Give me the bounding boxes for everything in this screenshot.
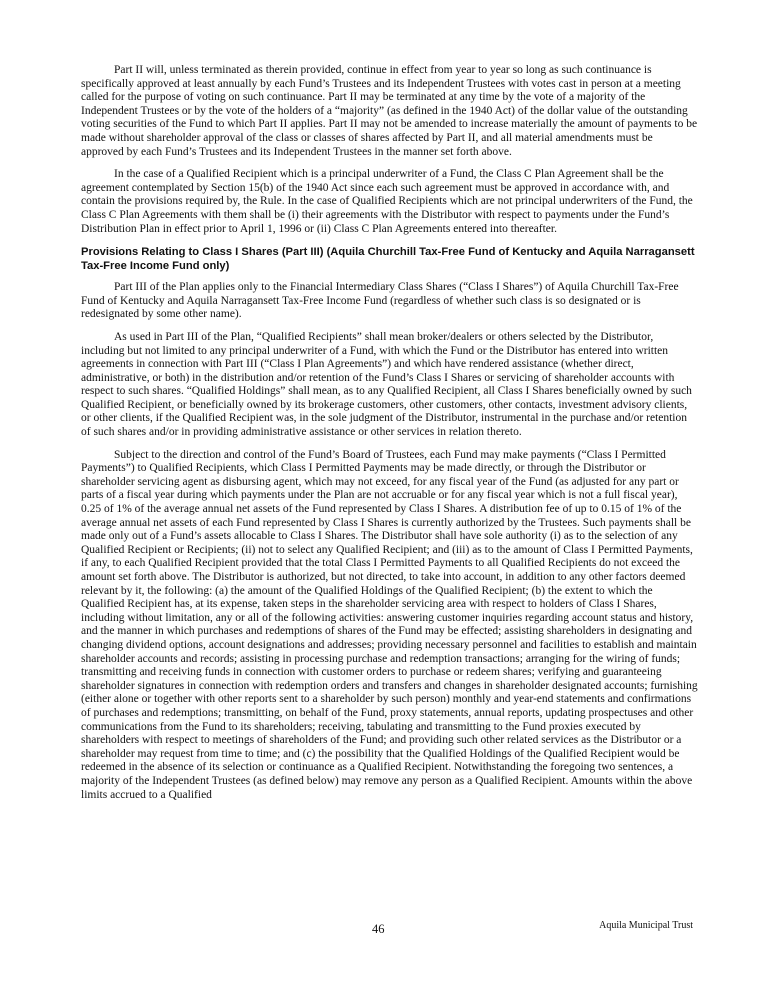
paragraph-part-iii-applicability: Part III of the Plan applies only to the Financial Intermediary Class Shares (“Class I Shares”) of Aquila Churchill Tax-Free Fund of Kentucky and Aquila Narragansett Tax-Free Income Fund (regardless of whether such class is so designated or is redesignated by some other name). xyxy=(81,281,679,321)
paragraph-class-i-permitted-payments: Subject to the direction and control of the Fund’s Board of Trustees, each Fund may make payments (“Class I Permitted Payments”) to Qualified Recipients, which Class I Permitted Payments may be made directly, or through the Distributor or shareholder servicing agent as disbursing agent, which may not exceed, for any fiscal year of the Fund (as adjusted for any part or parts of a fiscal year during which payments under the Plan are not accruable or for any fiscal year which is not a full fiscal year), 0.25 of 1% of the average annual net assets of the Fund represented by Class I Shares. A distribution fee of up to 0.15 of 1% of the average annual net assets of each Fund represented by Class I Shares is currently authorized by the Trustees. Such payments shall be made only out of a Fund’s assets allocable to Class I Shares. The Distributor shall have sole authority (i) as to the selection of any Qualified Recipient or Recipients; (ii) not to select any Qualified Recipient; and (iii) as to the amount of Class I Permitted Payments, if any, to each Qualified Recipient provided that the total Class I Permitted Payments to all Qualified Recipients do not exceed the amount set forth above. The Distributor is authorized, but not directed, to take into account, in addition to any other factors deemed relevant by it, the following: (a) the amount of the Qualified Holdings of the Qualified Recipient; (b) the extent to which the Qualified Recipient has, at its expense, taken steps in the shareholder servicing area with respect to holders of Class I Shares, including without limitation, any or all of the following activities: answering customer inquiries regarding account status and history, and the manner in which purchases and redemptions of shares of the Fund may be effected; assisting shareholders in designating and changing dividend options, account designations and addresses; providing necessary personnel and facilities to establish and maintain shareholder accounts and records; assisting in processing purchase and redemption transactions; arranging for the wiring of funds; transmitting and receiving funds in connection with customer orders to purchase or redeem shares; verifying and guaranteeing shareholder signatures in connection with redemption orders and transfers and changes in shareholder designated accounts; furnishing (either alone or together with other reports sent to a shareholder by such person) monthly and year-end statements and confirmations of purchases and redemptions; transmitting, on behalf of the Fund, proxy statements, annual reports, updating prospectuses and other communications from the Fund to its shareholders; receiving, tabulating and transmitting to the Fund proxies executed by shareholders with respect to meetings of shareholders of the Fund; and providing such other related services as the Distributor or a shareholder may request from time to time; and (c) the possibility that the Qualified Holdings of the Qualified Recipient would be redeemed in the absence of its selection or continuance as a Qualified Recipient. Notwithstanding the foregoing two sentences, a majority of the Independent Trustees (as defined below) may remove any person as a Qualified Recipient. Amounts within the above limits accrued to a Qualified xyxy=(81,448,698,801)
paragraph-qualified-recipients-definition: As used in Part III of the Plan, “Qualified Recipients” shall mean broker/dealers or others selected by the Distributor, including but not limited to any principal underwriter of a Fund, with which the Fund or the Distributor has entered into written agreements in connection with Part III (“Class I Plan Agreements”) and which have rendered assistance (whether direct, administrative, or both) in the distribution and/or retention of the Fund’s Class I Shares or servicing of shareholder accounts with respect to such shares. “Qualified Holdings” shall mean, as to any Qualified Recipient, all Class I Shares beneficially owned by such Qualified Recipient, or beneficially owned by its brokerage customers, other customers, other contacts, investment advisory clients, or other clients, if the Qualified Recipient was, in the sole judgment of the Distributor, instrumental in the purchase and/or retention of such shares and/or in providing administrative assistance or other services in relation thereto. xyxy=(81,330,692,439)
paragraph-class-c-plan-agreement: In the case of a Qualified Recipient which is a principal underwriter of a Fund, the Class C Plan Agreement shall be the agreement contemplated by Section 15(b) of the 1940 Act since each such agreement must be approved in accordance with, and contain the provisions required by, the Rule. In the case of Qualified Recipients which are not principal underwriters of the Fund, the Class C Plan Agreements with them shall be (i) their agreements with the Distributor with respect to payments under the Fund’s Distribution Plan in effect prior to April 1, 1996 or (ii) Class C Plan Agreements entered into thereafter. xyxy=(81,168,693,235)
paragraph-part-ii-continuance: Part II will, unless terminated as therein provided, continue in effect from year to year so long as such continuance is specifically approved at least annually by each Fund’s Trustees and its Independent Trustees with votes cast in person at a meeting called for the purpose of voting on such continuance. Part II may be terminated at any time by the vote of a majority of the Independent Trustees or by the vote of the holders of a “majority” (as defined in the 1940 Act) of the dollar value of the outstanding voting securities of the Fund to which Part II applies. Part II may not be amended to increase materially the amount of payments to be made without shareholder approval of the class or classes of shares affected by Part II, and all material amendments must be approved by each Fund’s Trustees and its Independent Trustees in the manner set forth above. xyxy=(81,64,698,158)
page-number: 46 xyxy=(372,922,385,936)
footer-document-title: Aquila Municipal Trust xyxy=(599,920,693,931)
section-heading-class-i-shares: Provisions Relating to Class I Shares (Part III) (Aquila Churchill Tax-Free Fund of Kentucky and Aquila Narragansett Tax-Free Income Fund only) xyxy=(81,246,695,273)
document-page xyxy=(81,64,698,811)
